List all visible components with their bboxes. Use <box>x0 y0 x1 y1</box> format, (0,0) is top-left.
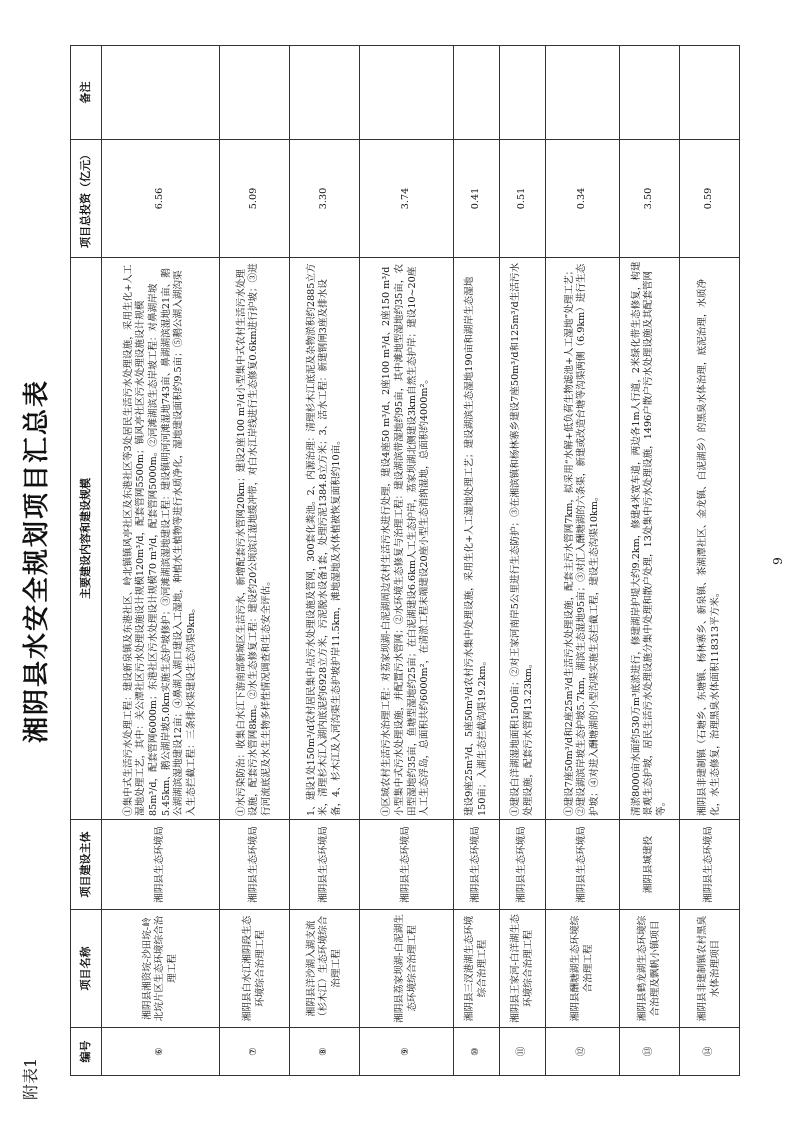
cell-content: 清淤8000亩水面约530万m³底淤进行，修建湖岸护堤大约9.2km，修建4米宽车道，两边各1m人行道，2米绿化带生态修复，构建景观生态护坡，居民生活污水处理设施分集中处理和散户处理，13处集中污水处理设施，1496户散户污水处理设施及其配套管网等。 <box>620 258 680 820</box>
header-remark: 备注 <box>71 46 102 140</box>
header-content: 主要建设内容和建设规模 <box>71 258 102 820</box>
cell-owner: 湘阴县生态环境局 <box>220 820 290 910</box>
cell-remark <box>454 46 500 140</box>
cell-content: 1、建设1处150m³/d农村居民集中点污水处理设施及管网，300套化粪池。2、内源治理：清理杉木江底泥及杂物淤积约2885立方米，清理杉木江入湖内底泥约6928立方米，污泥脱水设备1套，处理污泥1384.8立方米；3、活水工程：新建钢闸3座及排水设备，4、杉木江及入河沟渠生态护坡护岸11.5km，滩地湿地及水体植被恢复面积约10亩。 <box>290 258 360 820</box>
table-row <box>220 46 290 1076</box>
cell-name: 湘阴县洋沙湖入湖支流（杉木江）生态环境综合治理工程 <box>290 910 360 1028</box>
cell-owner: 湘阴县城建投 <box>620 820 680 910</box>
cell-content: ①水污染防治：收集白水江下游南部新城区生活污水，新增配套污水管网20km；建设2座100 m³/d小型集中式农村生活污水处理设施，配套污水管网8km。②水生态修复工程：建设约20公顷滨江湿地缓冲带，对白水江岸线进行生态修复0.6km进行护坡；③进行河流底泥及水生生物多样性情况调查和生态安全评估。 <box>220 258 290 820</box>
cell-owner: 湘阴县生态环境局 <box>454 820 500 910</box>
table-row <box>290 46 360 1076</box>
table-row <box>360 46 454 1076</box>
cell-investment: 3.74 <box>360 140 454 258</box>
cell-owner: 湘阴县生态环境局 <box>102 820 220 910</box>
table-row <box>680 46 740 1076</box>
cell-owner: 湘阴县生态环境局 <box>680 820 740 910</box>
cell-no: ⑥ <box>102 1028 220 1076</box>
cell-owner: 湘阴县生态环境局 <box>290 820 360 910</box>
cell-no: ⑩ <box>454 1028 500 1076</box>
table-header-row <box>71 46 102 1076</box>
header-no: 编号 <box>71 1028 102 1076</box>
cell-no: ⑪ <box>500 1028 546 1076</box>
cell-no: ⑭ <box>680 1028 740 1076</box>
cell-remark <box>546 46 620 140</box>
cell-content: ①集中式生活污水处理工程：建设新泉镇及东港社区、岭北镇镇风亭社区及东港社区等3处居民生活污水处理设施，采用生化+人工湿地处理工艺，其中：关公潭社区污水处理设施设计规模120m³/d，配套管网5500m；镇风亭社区污水处理设施设计规模85m³/d，配套管网6000m；东港社区污水处理设计规模70 m³/d，配套管网5000m。②河滩湖滨生态岸坡工程：对鼻湖岸坡5.45km、鹅公湖岸坡5.0km实施生态护坡修护；③河滩湖滨湿地建设工程：建设镇明河河滩湿地743亩、鼻湖湖滨湿地21亩、鹅公湖湖滨湿地建设12亩；④鼻湖入湖口建设入工湿地，种植水生植物等进行水质净化，湿地建设面积约9.5亩；⑤鹅公湖入湖沟渠入生态拦截工程：三条排水渠建设生态沟渠9km。 <box>102 258 220 820</box>
appendix-label: 附表1 <box>21 1057 40 1100</box>
cell-name: 湘阴县白水江湘阴段生态环境综合治理工程 <box>220 910 290 1028</box>
cell-remark <box>220 46 290 140</box>
cell-no: ⑫ <box>546 1028 620 1076</box>
cell-investment: 0.59 <box>680 140 740 258</box>
cell-content: ①建设白洋湖湿地面积1500亩；②对王家河南岸5公里进行生态防护；③在湘滨镇和杨林寨乡建设7座50m³/d和125m³/d生活污水处理设施，配套污水管网13.23km。 <box>500 258 546 820</box>
cell-name: 湘阴县荔家坝湖-白泥湖生态环境综合治理工程 <box>360 910 454 1028</box>
cell-investment: 0.41 <box>454 140 500 258</box>
page-number: 9 <box>771 557 785 565</box>
cell-name: 湘阴县鹤龙湖生态环境综合治理及飘帆小镇项目 <box>620 910 680 1028</box>
cell-investment: 3.50 <box>620 140 680 258</box>
cell-owner: 湘阴县生态环境局 <box>360 820 454 910</box>
header-investment: 项目总投资（亿元） <box>71 140 102 258</box>
project-summary-table <box>70 45 740 1076</box>
table-row <box>454 46 500 1076</box>
cell-remark <box>620 46 680 140</box>
cell-no: ⑦ <box>220 1028 290 1076</box>
cell-remark <box>102 46 220 140</box>
header-name: 项目名称 <box>71 910 102 1028</box>
cell-name: 湘阴县湘资垸-沙田垸-岭北垸片区生态环境综合治理工程 <box>102 910 220 1028</box>
cell-name: 湘阴县王家河-白洋湖生态环境综合治理工程 <box>500 910 546 1028</box>
cell-remark <box>360 46 454 140</box>
cell-content: ①建设7座50m³/d和2座25m³/d生活污水处理设施，配套主污水管网7km，拟采用“水解+低负荷生物滤池+人工湿地”处理工艺；②建设湖滨岸坡生态护坡5.7km，湖滨生态湿地95亩；③对汇入酬塘湖的六条渠，新建或改造台塘等沟渠两侧（6.9km）进行生态护坡；④对进入酬塘湖的小型沟渠实施生态拦截工程，建设生态沟渠10km。 <box>546 258 620 820</box>
header-owner: 项目建设主体 <box>71 820 102 910</box>
cell-investment: 6.56 <box>102 140 220 258</box>
cell-investment: 5.09 <box>220 140 290 258</box>
cell-name: 湘阴县非建制镇农村黑臭水体治理项目 <box>680 910 740 1028</box>
cell-remark <box>680 46 740 140</box>
cell-content: ①区域农村生活污水治理工程：对荔家坝湖-白泥湖周边农村生活污水进行处理，建设4座50 m³/d、2座100 m³/d、2座150 m³/d小型集中式污水处理设施，并配置污水管网；②水环境生态修复与治理工程：建设湖滨带湿地约95亩，其中滩地型湿地约35亩，农田型湿地约35亩，鱼塘型湿地约25亩；在白泥湖建设6.6km人工生态护岸，荔家坝湖北侧建设3km自然生态护岸；建设10~20座人工生态浮岛，总面积共约6000m²，在清淤工程末端建设20座小型生态消纳湿地，总面积约4000m²。 <box>360 258 454 820</box>
cell-name: 湘阴县酬塘湖生态环境综合治理工程 <box>546 910 620 1028</box>
cell-investment: 0.51 <box>500 140 546 258</box>
table-row <box>500 46 546 1076</box>
cell-no: ⑨ <box>360 1028 454 1076</box>
cell-owner: 湘阴县生态环境局 <box>500 820 546 910</box>
cell-owner: 湘阴县生态环境局 <box>546 820 620 910</box>
table-row <box>102 46 220 1076</box>
cell-name: 湘阴县三汊港湖生态环境综合治理工程 <box>454 910 500 1028</box>
cell-content: 湘阴县非建制镇（石塘乡、东塘镇、杨林寨乡、新泉镇、茶湖潭社区、金龙镇、白泥湖乡）的黑臭水体治理，底泥治理，水质净化，水生态修复，治理黑臭水体面积118313平方米。 <box>680 258 740 820</box>
table-row <box>546 46 620 1076</box>
cell-investment: 0.34 <box>546 140 620 258</box>
cell-no: ⑬ <box>620 1028 680 1076</box>
cell-remark <box>290 46 360 140</box>
table-row <box>620 46 680 1076</box>
cell-investment: 3.30 <box>290 140 360 258</box>
cell-remark <box>500 46 546 140</box>
cell-content: 建设9座25m³/d、5座50m³/d农村污水集中处理设施，采用生化+人工湿地处理工艺；建设湖滨生态湿地190亩和湖岸生态湿地150亩；入湖生态拦截沟渠19.2km。 <box>454 258 500 820</box>
page-title: 湘阴县水安全规划项目汇总表 <box>22 379 52 744</box>
cell-no: ⑧ <box>290 1028 360 1076</box>
